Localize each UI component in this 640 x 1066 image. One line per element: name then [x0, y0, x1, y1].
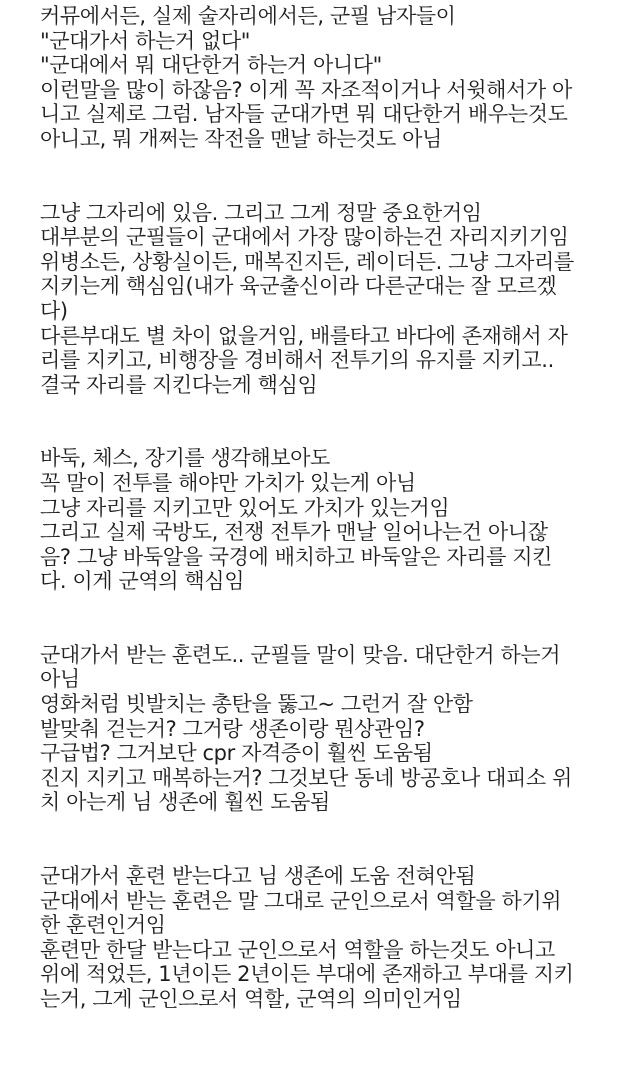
text-line: 그리고 실제 국방도, 전쟁 전투가 맨날 일어나는건 아니잖 [40, 520, 548, 545]
text-line: "군대가서 하는거 없다" [40, 28, 251, 53]
paragraph-spacer [40, 815, 630, 864]
paragraph-2 [40, 201, 630, 398]
paragraph-1 [40, 4, 630, 152]
paragraph-4 [40, 643, 630, 815]
text-line: 위병소든, 상황실이든, 매복진지든, 레이더든. 그냥 그자리를 [40, 249, 574, 274]
text-line: 군대가서 훈련 받는다고 님 생존에 도움 전혀안됨 [40, 864, 476, 889]
text-line: 결국 자리를 지킨다는게 핵심임 [40, 372, 318, 397]
text-line: 다른부대도 별 차이 없을거임, 배를타고 바다에 존재해서 자 [40, 323, 568, 348]
text-line: 아니고, 뭐 개쩌는 작전을 맨날 하는것도 아님 [40, 126, 442, 151]
text-line: 이런말을 많이 하잖음? 이게 꼭 자조적이거나 서윗해서가 아 [40, 77, 572, 102]
text-line: 는거, 그게 군인으로서 역할, 군역의 의미인거임 [40, 987, 462, 1011]
text-line: 커뮤에서든, 실제 술자리에서든, 군필 남자들이 [40, 4, 456, 28]
text-line: 그냥 그자리에 있음. 그리고 그게 정말 중요한거임 [40, 200, 482, 225]
text-line: 아님 [40, 667, 80, 692]
paragraph-3 [40, 446, 630, 594]
text-line: 리를 지키고, 비행장을 경비해서 전투기의 유지를 지키고.. [40, 348, 554, 373]
text-line: 군대가서 받는 훈련도.. 군필들 말이 맞음. 대단한거 하는거 [40, 642, 561, 667]
text-line: 진지 지키고 매복하는거? 그것보단 동네 방공호나 대피소 위 [40, 765, 572, 790]
text-line: 지키는게 핵심임(내가 육군출신이라 다른군대는 잘 모르겠 [40, 274, 557, 299]
text-line: 꼭 말이 전투를 해야만 가치가 있는게 아님 [40, 470, 416, 495]
text-line: 치 아는게 님 생존에 훨씬 도움됨 [40, 790, 330, 815]
text-line: 군대에서 받는 훈련은 말 그대로 군인으로서 역할을 하기위 [40, 888, 562, 913]
text-line: 훈련만 한달 받는다고 군인으로서 역할을 하는것도 아니고 [40, 937, 555, 962]
text-line: 다) [40, 298, 68, 323]
text-line: 영화처럼 빗발치는 총탄을 뚫고~ 그런거 잘 안함 [40, 692, 473, 717]
text-line: 발맞춰 걷는거? 그거랑 생존이랑 뭔상관임? [40, 716, 425, 741]
text-line: 니고 실제로 그럼. 남자들 군대가면 뭐 대단한거 배우는것도 [40, 102, 568, 127]
paragraph-spacer [40, 397, 630, 446]
text-line: 다. 이게 군역의 핵심임 [40, 569, 245, 594]
text-line: 그냥 자리를 지키고만 있어도 가치가 있는거임 [40, 495, 450, 520]
text-line: 음? 그냥 바둑알을 국경에 배치하고 바둑알은 자리를 지킨 [40, 544, 553, 569]
paragraph-spacer [40, 152, 630, 201]
paragraph-spacer [40, 594, 630, 643]
text-line: 바둑, 체스, 장기를 생각해보아도 [40, 446, 330, 471]
text-line: "군대에서 뭐 대단한거 하는거 아니다" [40, 53, 382, 78]
paragraph-5 [40, 864, 630, 1012]
text-line: 구급법? 그거보단 cpr 자격증이 훨씬 도움됨 [40, 741, 433, 766]
text-line: 위에 적었든, 1년이든 2년이든 부대에 존재하고 부대를 지키 [40, 962, 574, 987]
text-line: 한 훈련인거임 [40, 913, 166, 938]
text-line: 대부분의 군필들이 군대에서 가장 많이하는건 자리지키기임 [40, 225, 569, 250]
